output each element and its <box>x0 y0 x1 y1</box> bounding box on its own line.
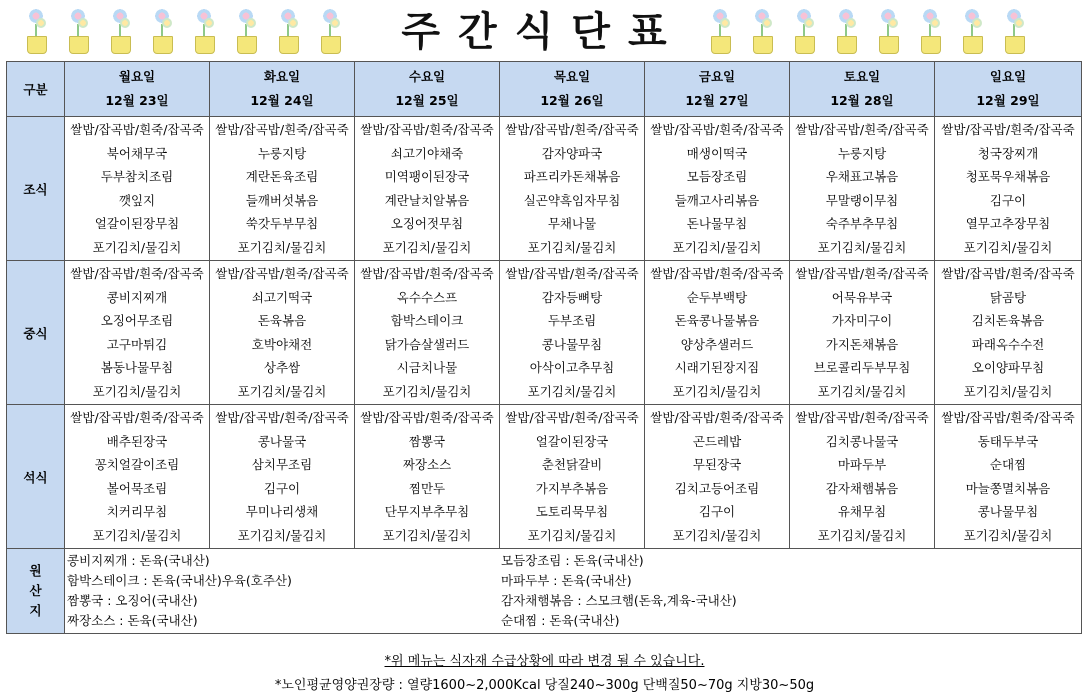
origin-label <box>7 549 65 634</box>
menu-item: 포기김치/물김치 <box>92 239 182 255</box>
menu-item: 김구이 <box>698 504 736 519</box>
menu-item: 쌀밥/잡곡밥/흰죽/잡곡죽 <box>941 122 1075 137</box>
menu-item: 쌀밥/잡곡밥/흰죽/잡곡죽 <box>941 266 1075 281</box>
menu-cell <box>935 261 1082 405</box>
menu-cell <box>790 261 935 405</box>
menu-cell <box>355 261 500 405</box>
day-header <box>65 62 210 117</box>
weekday-label: 수요일 <box>408 69 446 84</box>
menu-item: 포기김치/물김치 <box>672 383 762 399</box>
origin-item: 함박스테이크 : 돈육(국내산)우육(호주산) <box>67 573 292 588</box>
menu-cell <box>210 117 355 261</box>
menu-item: 콩나물무침 <box>977 504 1039 519</box>
menu-item: 옥수수스프 <box>396 289 458 305</box>
origin-info <box>65 549 1082 634</box>
flower-pot-icon <box>274 6 302 54</box>
date-label: 12월 26일 <box>540 93 604 108</box>
day-header <box>935 62 1082 117</box>
menu-cell <box>500 405 645 549</box>
flower-pot-icon <box>916 6 944 54</box>
menu-item: 포기김치/물김치 <box>817 527 907 543</box>
menu-item: 어묵유부국 <box>831 289 893 305</box>
menu-item: 도토리묵무침 <box>535 504 609 519</box>
page-header <box>0 0 1089 60</box>
day-header <box>790 62 935 117</box>
menu-item: 호박야채전 <box>251 336 313 352</box>
weekday-label: 화요일 <box>263 69 301 84</box>
flower-pot-icon <box>874 6 902 54</box>
menu-cell <box>65 261 210 405</box>
menu-item: 아삭이고추무침 <box>529 360 615 375</box>
menu-item: 쌀밥/잡곡밥/흰죽/잡곡죽 <box>70 266 204 281</box>
weekday-label: 토요일 <box>843 69 881 84</box>
page-title: 주간식단표 <box>401 9 685 55</box>
menu-item: 닭곰탕 <box>989 289 1027 305</box>
menu-item: 고구마튀김 <box>106 336 168 352</box>
menu-item: 김치고등어조림 <box>674 480 760 496</box>
menu-item: 곤드레밥 <box>692 433 742 449</box>
day-header-row <box>7 62 1082 117</box>
menu-item: 콩비지찌개 <box>106 289 168 305</box>
menu-item: 포기김치/물김치 <box>527 527 617 543</box>
menu-item: 콩나물국 <box>257 433 307 449</box>
day-header <box>500 62 645 117</box>
menu-item: 포기김치/물김치 <box>817 383 907 399</box>
origin-item: 짬뽕국 : 오징어(국내산) <box>67 593 198 608</box>
meal-label: 석식 <box>7 405 65 549</box>
flower-decoration-right <box>706 6 1028 54</box>
origin-right-column <box>501 551 737 631</box>
menu-item: 쇠고기야채죽 <box>390 145 464 161</box>
menu-item: 쌀밥/잡곡밥/흰죽/잡곡죽 <box>360 122 494 137</box>
origin-item: 콩비지찌개 : 돈육(국내산) <box>67 553 210 568</box>
day-header <box>645 62 790 117</box>
flower-pot-icon <box>706 6 734 54</box>
menu-item: 포기김치/물김치 <box>92 527 182 543</box>
menu-item: 쌀밥/잡곡밥/흰죽/잡곡죽 <box>650 122 784 137</box>
menu-item: 매생이떡국 <box>686 145 748 161</box>
meal-label: 중식 <box>7 261 65 405</box>
menu-item: 포기김치/물김치 <box>963 239 1053 255</box>
menu-item: 무미나리생채 <box>245 504 319 519</box>
menu-item: 포기김치/물김치 <box>672 527 762 543</box>
menu-item: 쇠고기떡국 <box>251 289 313 305</box>
menu-cell <box>500 117 645 261</box>
menu-item: 모듬장조림 <box>686 169 748 184</box>
menu-item: 봄동나물무침 <box>100 360 174 375</box>
menu-cell <box>790 117 935 261</box>
menu-item: 포기김치/물김치 <box>672 239 762 255</box>
menu-item: 배추된장국 <box>106 433 168 449</box>
date-label: 12월 29일 <box>976 93 1040 108</box>
menu-item: 누룽지탕 <box>837 145 887 161</box>
menu-item: 쌀밥/잡곡밥/흰죽/잡곡죽 <box>941 410 1075 425</box>
nutrition-notice: *노인평균영양권장량 : 열량1600~2,000Kcal 당질240~300g 단백질50~70g 지방30~50g <box>274 678 815 693</box>
weekday-label: 금요일 <box>698 69 736 84</box>
flower-pot-icon <box>64 6 92 54</box>
menu-item: 무된장국 <box>692 457 742 472</box>
menu-cell <box>65 405 210 549</box>
menu-item: 쌀밥/잡곡밥/흰죽/잡곡죽 <box>215 266 349 281</box>
menu-item: 누룽지탕 <box>257 145 307 161</box>
menu-item: 가지부추볶음 <box>535 480 609 496</box>
date-label: 12월 23일 <box>105 93 169 108</box>
menu-item: 포기김치/물김치 <box>237 383 327 399</box>
meal-row-breakfast <box>7 117 1082 261</box>
date-label: 12월 28일 <box>830 93 894 108</box>
menu-item: 무말랭이무침 <box>825 192 899 208</box>
menu-item: 들깨버섯볶음 <box>245 192 319 208</box>
menu-item: 미역팽이된장국 <box>384 169 470 184</box>
menu-item: 계란돈육조림 <box>245 169 319 184</box>
menu-item: 김구이 <box>989 192 1027 208</box>
menu-item: 열무고추장무침 <box>965 216 1051 231</box>
menu-item: 쌀밥/잡곡밥/흰죽/잡곡죽 <box>650 266 784 281</box>
menu-item: 단무지부추무침 <box>384 504 470 519</box>
menu-cell <box>210 261 355 405</box>
menu-cell <box>500 261 645 405</box>
menu-item: 삼치무조림 <box>251 457 313 472</box>
menu-item: 우채표고볶음 <box>825 169 899 184</box>
flower-pot-icon <box>958 6 986 54</box>
menu-item: 감자채햄볶음 <box>825 480 899 496</box>
menu-cell <box>935 405 1082 549</box>
menu-item: 돈육콩나물볶음 <box>674 313 760 328</box>
menu-item: 포기김치/물김치 <box>963 383 1053 399</box>
origin-item: 모듬장조림 : 돈육(국내산) <box>501 553 644 568</box>
menu-item: 꽁치얼갈이조림 <box>94 457 180 472</box>
menu-item: 양상추샐러드 <box>680 336 754 352</box>
menu-item: 쌀밥/잡곡밥/흰죽/잡곡죽 <box>650 410 784 425</box>
menu-item: 순두부백탕 <box>686 289 748 305</box>
menu-item: 쌀밥/잡곡밥/흰죽/잡곡죽 <box>215 122 349 137</box>
origin-item: 감자채햄볶음 : 스모크햄(돈육,계육-국내산) <box>501 593 737 608</box>
menu-item: 브로콜리두부무침 <box>813 360 911 375</box>
menu-item: 마늘쫑멸치볶음 <box>965 480 1051 496</box>
origin-row <box>7 549 1082 634</box>
menu-item: 청포묵우채볶음 <box>965 169 1051 184</box>
origin-item: 짜장소스 : 돈육(국내산) <box>67 613 198 628</box>
change-notice <box>0 650 1089 669</box>
menu-item: 실곤약흑임자무침 <box>523 192 621 208</box>
menu-cell <box>355 117 500 261</box>
menu-cell <box>355 405 500 549</box>
menu-item: 동태두부국 <box>977 433 1039 449</box>
menu-item: 얼갈이된장국 <box>535 433 609 449</box>
menu-item: 유채무침 <box>837 504 887 519</box>
menu-item: 쌀밥/잡곡밥/흰죽/잡곡죽 <box>70 122 204 137</box>
origin-label-char: 지 <box>29 603 42 618</box>
menu-item: 오이양파무침 <box>971 360 1045 375</box>
meal-row-dinner <box>7 405 1082 549</box>
menu-item: 포기김치/물김치 <box>237 239 327 255</box>
menu-item: 포기김치/물김치 <box>963 527 1053 543</box>
menu-item: 포기김치/물김치 <box>817 239 907 255</box>
menu-item: 포기김치/물김치 <box>382 239 472 255</box>
menu-item: 찜만두 <box>408 480 446 496</box>
menu-item: 콩나물무침 <box>541 336 603 352</box>
menu-item: 쌀밥/잡곡밥/흰죽/잡곡죽 <box>505 266 639 281</box>
flower-pot-icon <box>748 6 776 54</box>
flower-pot-icon <box>148 6 176 54</box>
menu-item: 쑥갓두부무침 <box>245 216 319 231</box>
day-header <box>210 62 355 117</box>
menu-item: 시래기된장지짐 <box>674 360 760 375</box>
origin-label-char: 산 <box>29 583 42 598</box>
menu-item: 쌀밥/잡곡밥/흰죽/잡곡죽 <box>505 122 639 137</box>
flower-pot-icon <box>106 6 134 54</box>
menu-item: 상추쌈 <box>263 360 301 375</box>
origin-left-column <box>67 551 292 631</box>
menu-item: 김구이 <box>263 480 301 496</box>
menu-item: 짜장소스 <box>402 457 452 472</box>
menu-item: 함박스테이크 <box>390 313 464 328</box>
menu-cell <box>645 405 790 549</box>
menu-cell <box>935 117 1082 261</box>
menu-item: 쌀밥/잡곡밥/흰죽/잡곡죽 <box>360 266 494 281</box>
menu-item: 감자등뼈탕 <box>541 289 603 305</box>
flower-pot-icon <box>22 6 50 54</box>
menu-item: 숙주부추무침 <box>825 216 899 231</box>
origin-item: 순대찜 : 돈육(국내산) <box>501 613 620 628</box>
flower-pot-icon <box>232 6 260 54</box>
menu-item: 가자미구이 <box>831 313 893 328</box>
menu-cell <box>790 405 935 549</box>
menu-item: 쌀밥/잡곡밥/흰죽/잡곡죽 <box>70 410 204 425</box>
menu-item: 볼어묵조림 <box>106 480 168 496</box>
menu-item: 치커리무침 <box>106 504 168 519</box>
menu-item: 청국장찌개 <box>977 145 1039 161</box>
menu-cell <box>65 117 210 261</box>
weekday-label: 일요일 <box>989 69 1027 84</box>
menu-item: 가지돈채볶음 <box>825 336 899 352</box>
menu-item: 포기김치/물김치 <box>92 383 182 399</box>
menu-item: 파래옥수수전 <box>971 336 1045 352</box>
flower-pot-icon <box>190 6 218 54</box>
date-label: 12월 24일 <box>250 93 314 108</box>
menu-item: 순대찜 <box>989 457 1027 472</box>
menu-item: 들깨고사리볶음 <box>674 192 760 208</box>
origin-label-char: 원 <box>29 563 42 578</box>
menu-cell <box>645 261 790 405</box>
meal-label: 조식 <box>7 117 65 261</box>
change-notice-text: *위 메뉴는 식자재 수급상황에 따라 변경 될 수 있습니다. <box>384 654 705 669</box>
menu-item: 포기김치/물김치 <box>382 383 472 399</box>
weekday-label: 목요일 <box>553 69 591 84</box>
day-header <box>355 62 500 117</box>
row-header-label: 구분 <box>7 62 65 117</box>
menu-item: 감자양파국 <box>541 145 603 161</box>
menu-item: 포기김치/물김치 <box>237 527 327 543</box>
flower-pot-icon <box>832 6 860 54</box>
menu-item: 무채나물 <box>547 216 597 231</box>
flower-pot-icon <box>316 6 344 54</box>
menu-item: 시금치나물 <box>396 360 458 375</box>
flower-decoration-left <box>22 6 344 54</box>
menu-item: 김치돈육볶음 <box>971 313 1045 328</box>
menu-cell <box>645 117 790 261</box>
menu-item: 쌀밥/잡곡밥/흰죽/잡곡죽 <box>215 410 349 425</box>
menu-item: 춘천닭갈비 <box>541 457 603 472</box>
menu-item: 포기김치/물김치 <box>527 239 617 255</box>
weekday-label: 월요일 <box>118 69 156 84</box>
menu-item: 얼갈이된장무침 <box>94 216 180 231</box>
menu-item: 쌀밥/잡곡밥/흰죽/잡곡죽 <box>795 122 929 137</box>
menu-item: 쌀밥/잡곡밥/흰죽/잡곡죽 <box>360 410 494 425</box>
menu-item: 김치콩나물국 <box>825 433 899 449</box>
menu-item: 포기김치/물김치 <box>382 527 472 543</box>
menu-item: 닭가슴살샐러드 <box>384 336 470 352</box>
menu-item: 포기김치/물김치 <box>527 383 617 399</box>
menu-item: 쌀밥/잡곡밥/흰죽/잡곡죽 <box>505 410 639 425</box>
menu-item: 파프리카돈채볶음 <box>523 169 621 184</box>
date-label: 12월 27일 <box>685 93 749 108</box>
menu-item: 깻잎지 <box>118 192 156 208</box>
flower-pot-icon <box>790 6 818 54</box>
meal-row-lunch <box>7 261 1082 405</box>
menu-item: 북어채무국 <box>106 145 168 161</box>
menu-item: 돈나물무침 <box>686 216 748 231</box>
menu-item: 계란날치알볶음 <box>384 192 470 208</box>
date-label: 12월 25일 <box>395 93 459 108</box>
menu-item: 쌀밥/잡곡밥/흰죽/잡곡죽 <box>795 410 929 425</box>
menu-item: 오징어무조림 <box>100 313 174 328</box>
origin-item: 마파두부 : 돈육(국내산) <box>501 573 632 588</box>
menu-item: 마파두부 <box>837 457 887 472</box>
weekly-menu-table <box>6 61 1082 634</box>
menu-item: 두부조림 <box>547 313 597 328</box>
menu-item: 오징어젓무침 <box>390 216 464 231</box>
menu-cell <box>210 405 355 549</box>
menu-item: 돈육볶음 <box>257 313 307 328</box>
menu-item: 두부참치조림 <box>100 169 174 184</box>
menu-item: 쌀밥/잡곡밥/흰죽/잡곡죽 <box>795 266 929 281</box>
flower-pot-icon <box>1000 6 1028 54</box>
menu-item: 짬뽕국 <box>408 433 446 449</box>
